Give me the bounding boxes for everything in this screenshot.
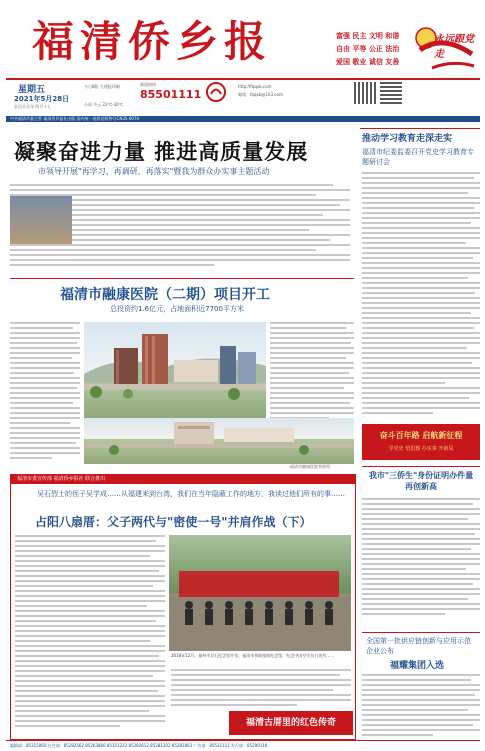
masthead-top-rule [6,78,480,80]
weather: 小雨 多云 22℃-30℃ [84,102,124,107]
hospital-rendering-2 [84,418,354,464]
party-anniversary-emblem [412,24,478,76]
sidebar-top-body [362,172,480,420]
qr-code [354,82,376,104]
sidebar-bottom-rule [362,632,480,633]
hospital-top-rule [10,278,354,279]
fujian-logo [206,82,226,102]
sidebar-bottom-subtitle: 福耀集团入选 [390,661,445,671]
sidebar-mid-rule [362,466,480,467]
slogan-row-2: 自由 平等 公正 法治 [336,45,400,53]
hospital-rendering [84,322,266,418]
masthead-strip-text: 中共福清市委主管 福清侨乡报社出版 国内统一连续出版物号CN35-0070 [10,116,140,121]
hotline-label: 新闻热线 [140,82,156,87]
centenary-banner [362,424,480,460]
hotline-block [140,82,202,101]
banner-line-1: 奋斗百年路 启航新征程 [379,431,463,440]
sidebar-bottom-body [362,674,480,736]
main-headline: 凝聚奋进力量 推进高质量发展 [14,140,309,164]
hospital-body-left [10,322,80,462]
sidebar-bottom-title: 全国第一批供应链创新与应用示范企业公布 [366,637,471,655]
sidebar-mid-body [362,498,480,630]
feature-kicker-text: 福清市委宣传部 福清侨乡报社 联合推出 [17,476,106,482]
anniversary-calligraphy: 永远跟党走 [434,34,474,60]
feature-intro: 吴石烈士的侄子吴学成……从福建来到台湾，我们在当年隐蔽工作的地方，我读过他们所有的事…… [37,490,345,498]
slogan-row-1: 富强 民主 文明 和谐 [336,32,400,40]
feature-box-title [229,711,353,735]
sidebar-top-subtitle: 福清市纪委监委召开党史学习教育专题研讨会 [362,148,474,166]
main-subheadline: 市领导开展"再学习、再调研、再落实"暨我为群众办实事主题活动 [38,167,270,176]
hospital-subtitle: 总投资约1.6亿元，占地面积近7700平方米 [110,305,244,313]
issue-info: 今日8版 大理报印制 [84,84,120,89]
weekday-badge: 星期五 [18,85,46,95]
values-slogans [336,30,406,69]
masthead [0,0,485,120]
feature-box-title-text: 福清古厝里的红色传奇 [245,718,336,728]
feature-body-right [171,669,351,709]
slogan-row-3: 爱国 敬业 诚信 友善 [336,58,400,66]
feature-photo-caption: 2018年12月，福州市吴石纪念馆开馆，福清市侨联组织纪念馆，纪念中国空军抗日英烈…… [171,653,335,658]
footer-rule [6,740,480,741]
feature-title: 占阳八扇厝：父子两代与"密使一号"并肩作战（下） [35,515,312,529]
sidebar-top-title: 推动学习教育走深走实 [362,134,453,144]
issue-date: 2021年5月28日 [14,95,70,103]
email-address: 邮箱：fqqxb@163.com [238,92,283,97]
feature-photo [169,535,351,651]
sidebar-top-rule [360,128,480,129]
hospital-body-right [270,322,354,422]
feature-kicker [11,475,355,484]
newspaper-title: 福清侨乡报 [32,17,273,66]
qr-code-2 [380,82,402,104]
footer-contacts: 编辑部：85315060 社会部：85282562 85263866 85351222 85282612 85281202 85282803 广告部：85531111 发行部：85290118 [10,743,268,748]
hospital-title: 福清市融康医院（二期）项目开工 [60,287,270,303]
feature-frame [10,474,356,740]
hotline-number: 85501111 [140,88,202,101]
website-link[interactable]: http://fqqxb.com [238,84,272,89]
sidebar-mid-title: 我市"三侨生"身份证明办件量再创新高 [368,471,474,491]
banner-line-2: 学党史 悟思想 办实事 开新局 [388,446,454,452]
lunar-date: 农历辛丑年 四月十七 [14,104,52,109]
feature-body-left [15,535,165,733]
hospital-photo-caption: 福清市融康医院效果图 [290,464,330,469]
main-story-photo [10,196,72,244]
